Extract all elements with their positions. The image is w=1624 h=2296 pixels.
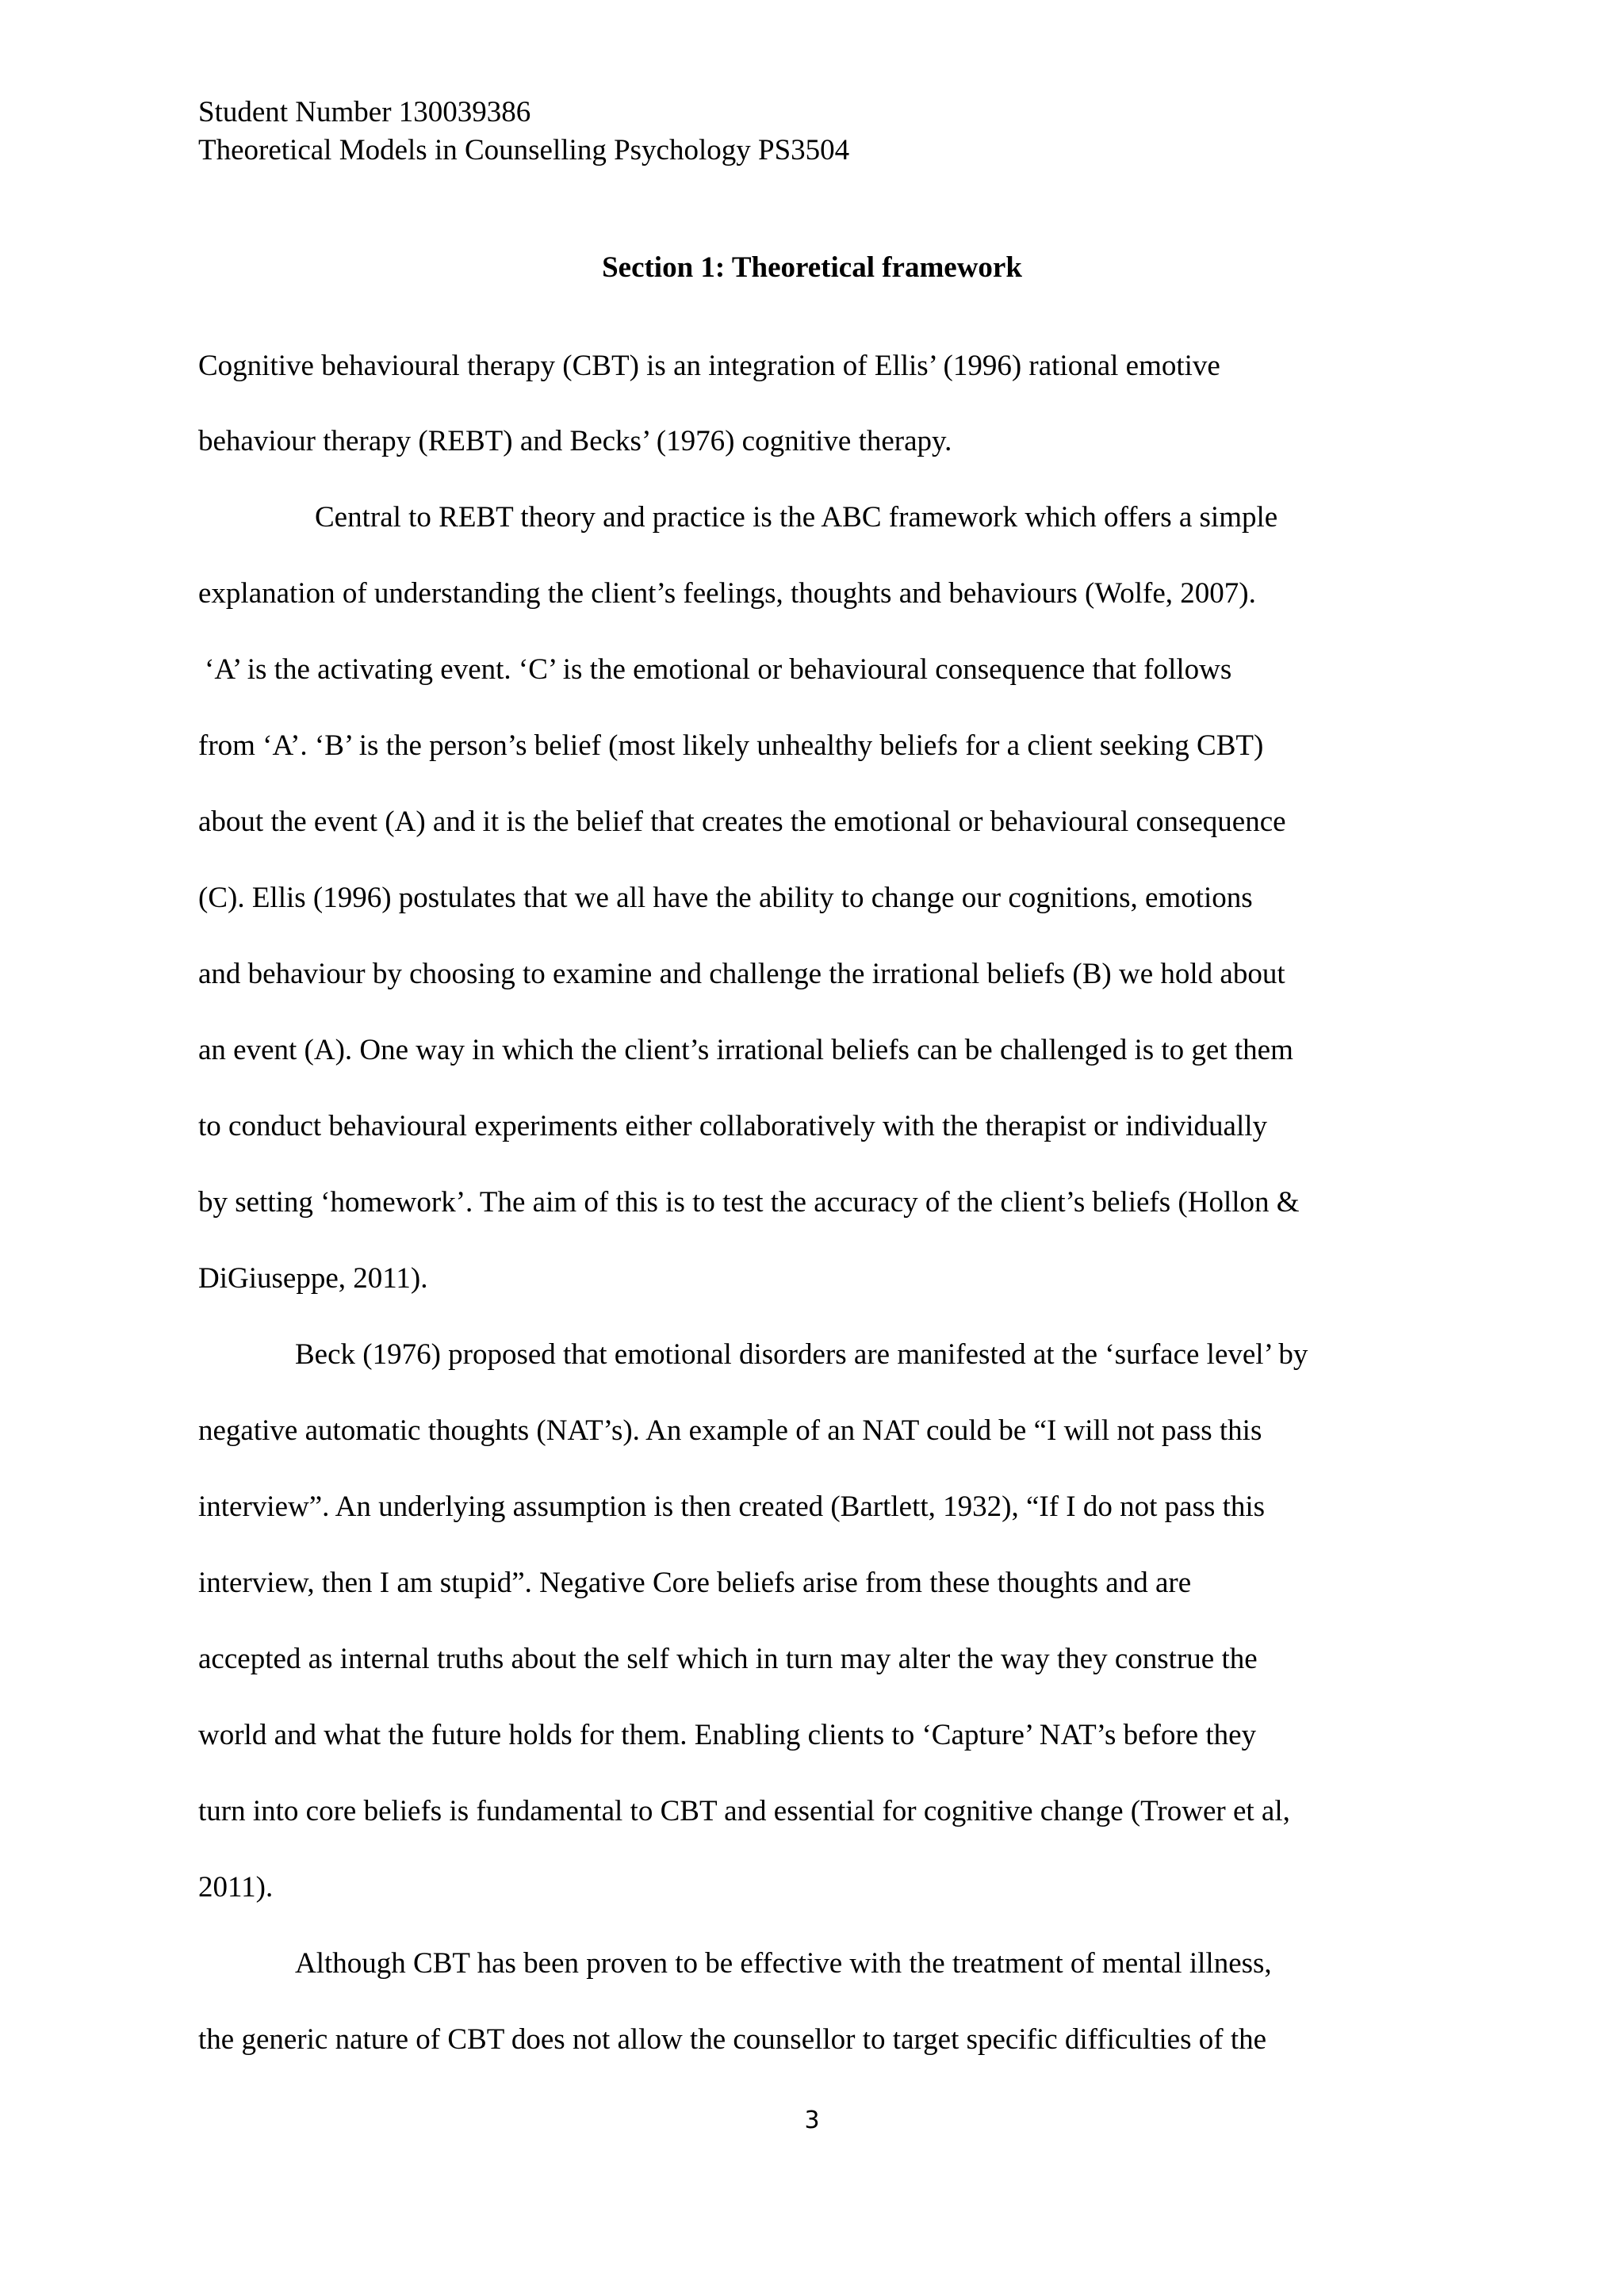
body-line: by setting ‘homework’. The aim of this is to test the accuracy of the client’s beliefs (Hollon & (198, 1186, 1300, 1219)
body-line: Although CBT has been proven to be effective with the treatment of mental illness, (295, 1947, 1272, 1980)
body-line: negative automatic thoughts (NAT’s). An example of an NAT could be “I will not pass this (198, 1414, 1262, 1447)
body-line: 2011). (198, 1871, 274, 1904)
page-number: 3 (804, 2107, 820, 2134)
body-line: ‘A’ is the activating event. ‘C’ is the emotional or behavioural consequence that follows (205, 653, 1232, 686)
body-line: interview, then I am stupid”. Negative Core beliefs arise from these thoughts and are (198, 1567, 1192, 1599)
body-line: about the event (A) and it is the belief that creates the emotional or behavioural consequence (198, 806, 1286, 838)
body-line: from ‘A’. ‘B’ is the person’s belief (most likely unhealthy beliefs for a client seeking CBT) (198, 729, 1264, 762)
body-line: Central to REBT theory and practice is the ABC framework which offers a simple (315, 501, 1278, 534)
body-line: an event (A). One way in which the client’s irrational beliefs can be challenged is to get them (198, 1034, 1293, 1066)
body-line: to conduct behavioural experiments either collaboratively with the therapist or individually (198, 1110, 1268, 1142)
body-line: the generic nature of CBT does not allow the counsellor to target specific difficulties of the (198, 2023, 1267, 2056)
body-line: world and what the future holds for them. Enabling clients to ‘Capture’ NAT’s before they (198, 1719, 1257, 1751)
page-header (198, 94, 849, 170)
body-line: DiGiuseppe, 2011). (198, 1262, 428, 1295)
body-line: turn into core beliefs is fundamental to CBT and essential for cognitive change (Trower et al, (198, 1795, 1290, 1827)
body-line: Cognitive behavioural therapy (CBT) is an integration of Ellis’ (1996) rational emotive (198, 350, 1220, 382)
body-line: interview”. An underlying assumption is then created (Bartlett, 1932), “If I do not pass this (198, 1490, 1266, 1523)
course-title: Theoretical Models in Counselling Psychology PS3504 (198, 134, 850, 166)
student-number: Student Number 130039386 (198, 96, 531, 128)
body-line: (C). Ellis (1996) postulates that we all have the ability to change our cognitions, emotions (198, 882, 1253, 914)
body-line: behaviour therapy (REBT) and Becks’ (1976) cognitive therapy. (198, 425, 952, 457)
body-line: and behaviour by choosing to examine and challenge the irrational beliefs (B) we hold about (198, 958, 1285, 990)
section-heading: Section 1: Theoretical framework (602, 251, 1022, 284)
body-line: Beck (1976) proposed that emotional disorders are manifested at the ‘surface level’ by (295, 1338, 1308, 1371)
body-line: explanation of understanding the client’s feelings, thoughts and behaviours (Wolfe, 2007). (198, 577, 1256, 610)
body-line: accepted as internal truths about the self which in turn may alter the way they construe the (198, 1643, 1258, 1675)
